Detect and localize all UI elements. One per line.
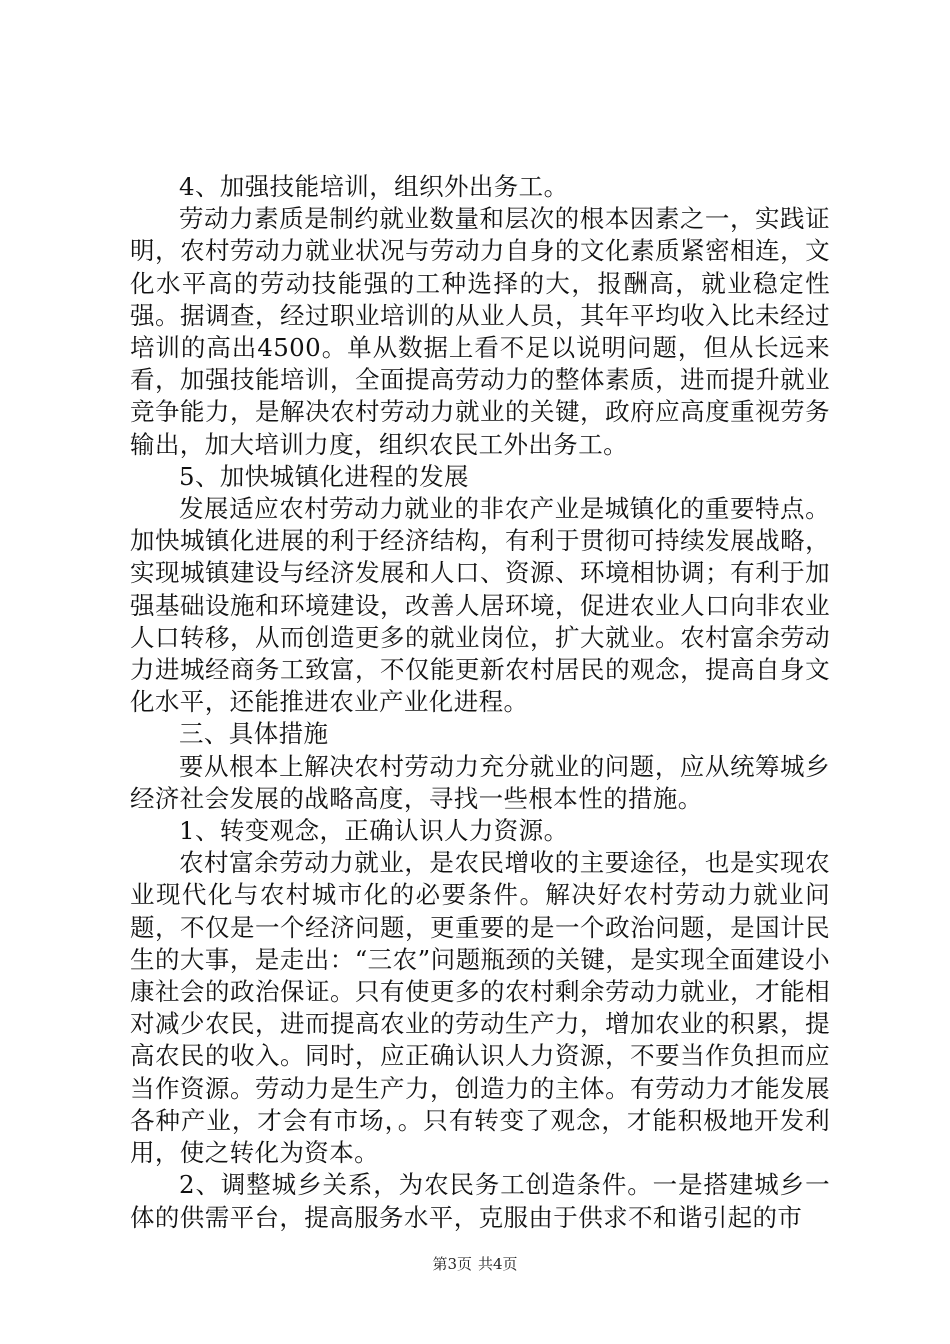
paragraph-measures-intro: 要从根本上解决农村劳动力充分就业的问题，应从统筹城乡经济社会发展的战略高度，寻找一些根本性的措施。 [130,751,830,813]
paragraph-human-resources: 农村富余劳动力就业，是农民增收的主要途径，也是实现农业现代化与农村城市化的必要条件。解决好农村劳动力就业问题，不仅是一个经济问题，更重要的是一个政治问题，是国计民生的大事，是走出：“三农”问题瓶颈的关键，是实现全面建设小康社会的政治保证。只有使更多的农村剩余劳动力就业，才能相对减少农民，进而提高农业的劳动生产力，增加农业的积累，提高农民的收入。同时，应正确认识人力资源，不要当作负担而应当作资源。劳动力是生产力，创造力的主体。有劳动力才能发展各种产业，才会有市场，。只有转变了观念，才能积极地开发利用，使之转化为资本。 [130,848,830,1168]
page-total: 共4页 [478,1255,518,1273]
section-heading-skills-training: 4、加强技能培训，组织外出务工。 [179,172,569,201]
paragraph-urban-rural-relations: 2、调整城乡关系，为农民务工创造条件。一是搭建城乡一体的供需平台，提高服务水平，克服由于供求不和谐引起的市 [130,1170,830,1232]
document-body [130,171,830,1234]
paragraph-labor-quality: 劳动力素质是制约就业数量和层次的根本因素之一，实践证明，农村劳动力就业状况与劳动力自身的文化素质紧密相连，文化水平高的劳动技能强的工种选择的大，报酬高，就业稳定性强。据调查，经过职业培训的从业人员，其年平均收入比未经过培训的高出4500。单从数据上看不足以说明问题，但从长远来看，加强技能培训，全面提高劳动力的整体素质，进而提升就业竞争能力，是解决农村劳动力就业的关键，政府应高度重视劳务输出，加大培训力度，组织农民工外出务工。 [130,204,830,459]
section-heading-specific-measures: 三、具体措施 [179,719,329,749]
page-footer [0,1253,950,1274]
paragraph-urbanization: 发展适应农村劳动力就业的非农产业是城镇化的重要特点。加快城镇化进展的利于经济结构，有利于贯彻可持续发展战略，实现城镇建设与经济发展和人口、资源、环境相协调；有利于加强基础设施和环境建设，改善人居环境，促进农业人口向非农业人口转移，从而创造更多的就业岗位，扩大就业。农村富余劳动力进城经商务工致富，不仅能更新农村居民的观念，提高自身文化水平，还能推进农业产业化进程。 [130,494,830,717]
section-heading-change-mindset: 1、转变观念，正确认识人力资源。 [179,816,569,846]
page-number: 第3页 [432,1255,472,1273]
section-heading-urbanization: 5、加快城镇化进程的发展 [179,461,469,491]
